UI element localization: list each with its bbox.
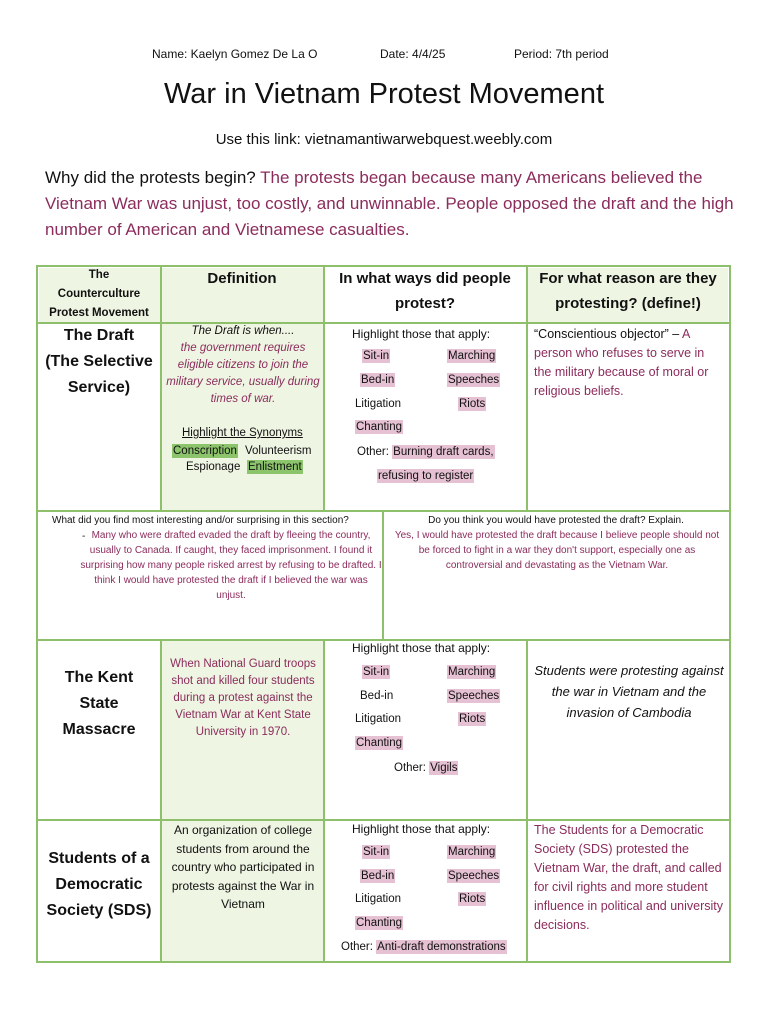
question-prompt: Why did the protests begin? (45, 168, 256, 187)
draft-label-line2: (The Selective (45, 353, 153, 370)
header-movement (40, 266, 158, 323)
sds-act-marching: Marching (448, 846, 496, 858)
draft-highlight-label: Highlight those that apply: (352, 327, 491, 341)
grid-line-v1b (160, 639, 162, 963)
kent-label-line3: Massacre (62, 721, 136, 738)
kent-label-line1: The Kent (64, 669, 134, 686)
reflection-question-1: What did you find most interesting and/or surprising in this section? (52, 515, 349, 526)
header-protest-reason: For what reason are they protesting? (define!) (539, 270, 717, 312)
draft-act-litigation: Litigation (355, 398, 402, 410)
grid-line-v3a (526, 265, 528, 511)
draft-reason-answer: A person who refuses to serve in the military because of moral or religious beliefs. (534, 327, 709, 398)
row-label-sds (38, 846, 160, 924)
sds-label-line1: Students of a (48, 850, 150, 867)
kent-act-sitin: Sit-in (363, 666, 390, 678)
webquest-link: Use this link: vietnamantiwarwebquest.weebly.com (215, 131, 553, 148)
synonym-enlistment: Enlistment (248, 461, 302, 473)
kent-act-speeches: Speeches (448, 690, 500, 702)
draft-def-intro: The Draft is when.... (191, 325, 295, 337)
sds-act-sitin: Sit-in (363, 846, 390, 858)
synonym-conscription: Conscription (173, 445, 237, 457)
header-protest-ways: In what ways did people protest? (339, 270, 511, 312)
sds-label-line3: Society (SDS) (46, 902, 152, 919)
kent-act-marching: Marching (448, 666, 496, 678)
student-name: Name: Kaelyn Gomez De La O (152, 47, 318, 61)
grid-line-v3b (526, 639, 528, 963)
sds-definition: An organization of college students from around the country who participated in protests against the War in Vietnam (171, 823, 315, 911)
reflection-answer-2: Yes, I would have protested the draft because I believe people should not be forced to fight in a war they don't support, especially one as controversial and devastating as the Vietnam War. (394, 530, 720, 571)
draft-act-sitin: Sit-in (363, 350, 390, 362)
kent-other: Other: Vigils (394, 762, 458, 774)
sds-act-litigation: Litigation (355, 893, 402, 905)
kent-highlight-label: Highlight those that apply: (352, 641, 491, 655)
sds-act-speeches: Speeches (448, 870, 500, 882)
page-title: War in Vietnam Protest Movement (164, 78, 604, 110)
kent-act-bedin: Bed-in (360, 690, 394, 702)
kent-label-line2: State (79, 695, 119, 712)
sds-act-chanting: Chanting (356, 917, 403, 929)
question-answer: The protests began because many Americans believed the Vietnam War was unjust, too costly, and unwinnable. People opposed the draft and the high number of American and Vietnamese casualties. (45, 168, 734, 239)
synonym-volunteerism: Volunteerism (245, 445, 312, 457)
class-period: Period: 7th period (514, 47, 609, 61)
reflection-question-2: Do you think you would have protested the draft? Explain. (428, 515, 684, 526)
kent-definition: When National Guard troops shot and killed four students during a protest against the Vietnam War at Kent State University in 1970. (170, 658, 316, 738)
reflection-bullet: - (82, 531, 86, 542)
kent-reason: Students were protesting against the war in Vietnam and the invasion of Cambodia (534, 663, 724, 720)
synonym-espionage: Espionage (186, 461, 241, 473)
draft-reason-term: “Conscientious objector” – (534, 327, 680, 341)
sds-other: Other: Anti-draft demonstrations (341, 941, 506, 953)
header-movement-line2: Counterculture (57, 288, 141, 300)
sds-reason: The Students for a Democratic Society (SDS) protested the Vietnam War, the draft, and called for civil rights and more student influence in political and university decisions. (534, 823, 723, 932)
draft-act-speeches: Speeches (448, 374, 500, 386)
assignment-date: Date: 4/4/25 (380, 47, 446, 61)
draft-reason (534, 325, 724, 401)
sds-act-riots: Riots (459, 893, 486, 905)
draft-definition (166, 323, 320, 408)
sds-label-line2: Democratic (55, 876, 143, 893)
draft-act-riots: Riots (459, 398, 486, 410)
synonyms-label: Highlight the Synonyms (182, 427, 303, 439)
sds-act-bedin: Bed-in (361, 870, 395, 882)
draft-other: Other: Burning draft cards, (357, 446, 494, 458)
row-label-draft (38, 323, 160, 401)
draft-act-chanting: Chanting (356, 421, 403, 433)
draft-act-bedin: Bed-in (361, 374, 395, 386)
header-definition: Definition (207, 270, 277, 287)
sds-highlight-label: Highlight those that apply: (352, 822, 491, 836)
grid-line-vmid (382, 510, 384, 640)
row-label-kent (38, 665, 160, 743)
reflection-answer-1: Many who were drafted evaded the draft by fleeing the country, usually to Canada. If caught, they faced imprisonment. I found it surprising how many people risked arrest by refusing to be drafted. I think I would have protested the draft if I believed the war was unjust. (80, 530, 382, 601)
header-movement-line3: Protest Movement (49, 307, 149, 319)
kent-act-litigation: Litigation (355, 713, 402, 725)
grid-line-v2a (323, 265, 325, 511)
kent-act-chanting: Chanting (356, 737, 403, 749)
intro-question (45, 165, 735, 243)
grid-line-v1a (160, 265, 162, 511)
grid-line-v2b (323, 639, 325, 963)
draft-act-marching: Marching (448, 350, 496, 362)
draft-def-answer: the government requires eligible citizens to join the military service, usually during times of war. (166, 342, 320, 405)
draft-label-line1: The Draft (63, 327, 135, 344)
draft-label-line3: Service) (67, 379, 131, 396)
kent-act-riots: Riots (459, 713, 486, 725)
draft-other-line2: refusing to register (378, 470, 474, 482)
header-movement-line1: The (88, 269, 110, 281)
